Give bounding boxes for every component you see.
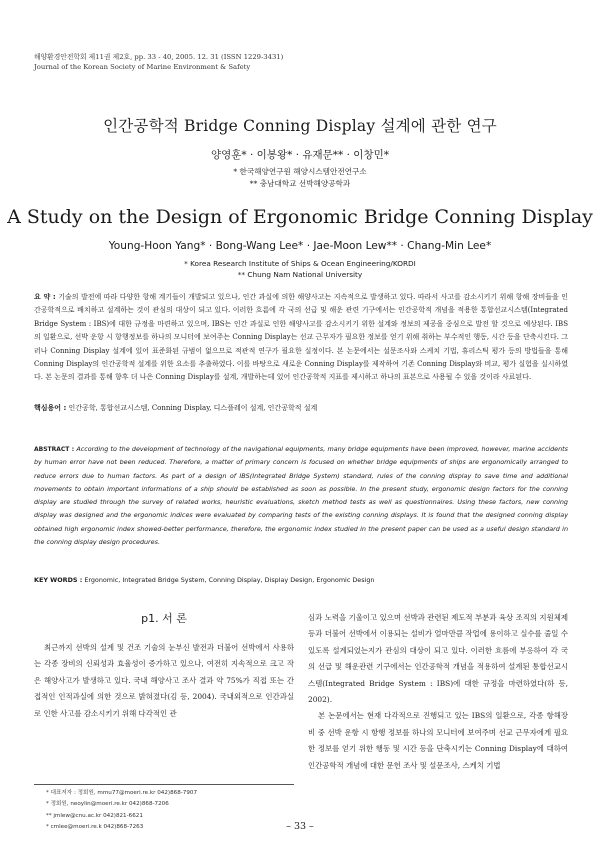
abstract-english-text: According to the development of technology of the navigational equipments, many bridge equipments have been improved, however, marine accidents by human error have not been reduced. Therefore, a matter of primary concern is focused on whether bridge equipments of ships are ergonomically arranged to reduce errors due to human factors. As part of a design of IBS(Integrated Bridge System) standard, rules of the conning display to save time and additional movements to obtain important informations of a ship should be established as soon as possible. In the present study, ergonomic design factors for the conning display are studied through the survey of related works, heuristic evaluations, sketch method tests as well as questionnaires. Using these factors, new conning display was designed and the ergonomic indices were evaluated by comparing tests of the existing conning displays. It is found that the designed conning display obtained high ergonomic index showed-better performance, therefore, the ergonomic index studied in the present paper can be used as a useful design standard in the conning display design procedures. bbox=[34, 445, 568, 547]
keywords-korean bbox=[34, 402, 568, 414]
footnote-marker: * bbox=[46, 801, 49, 808]
section-heading-introduction: p1. 서 론 bbox=[141, 612, 187, 625]
footnote-marker: * bbox=[46, 790, 49, 796]
journal-name-en: Journal of the Korean Society of Marine Environment & Safety bbox=[34, 63, 251, 71]
body-text-left bbox=[34, 640, 294, 722]
authors-korean: 양영훈* · 이봉왕* · 유재문** · 이창민* bbox=[210, 149, 389, 161]
keywords-korean-label: 핵심용어 : bbox=[34, 404, 67, 412]
body-column-left bbox=[34, 610, 294, 722]
body-text-right bbox=[308, 610, 568, 774]
journal-header bbox=[34, 52, 283, 72]
authors-english: Young-Hoon Yang* · Bong-Wang Lee* · Jae-Moon Lew** · Chang-Min Lee* bbox=[108, 240, 492, 252]
keywords-korean-text: 인간공학, 통합선교시스템, Conning Display, 디스플레이 설계, 인간공학적 설계 bbox=[68, 404, 318, 412]
footnote-text: 대표저자 : 정회원, mmu77@moeri.re.kr 042)868-7907 bbox=[50, 790, 198, 796]
paper-title-english: A Study on the Design of Ergonomic Bridge Conning Display bbox=[7, 206, 593, 228]
footnote-text: 정회원, neoylin@moeri.re.kr 042)868-7206 bbox=[50, 801, 169, 808]
abstract-english-label: ABSTRACT : bbox=[34, 446, 75, 453]
affiliations-english bbox=[0, 258, 600, 280]
paragraph: 심과 노력을 기울이고 있으며 선박과 관련된 제도적 부분과 육상 조직의 지원체제 등과 더불어 선박에서 이용되는 설비가 얼마만큼 작업에 용이하고 실수를 줄일 수 있도록 설계되었는지가 관심의 대상이 되고 있다. 이러한 흐름에 부응하여 각 국의 선급 및 해운관련 기구에서는 인간공학적 개념을 적용하여 설계된 통합선교시스템(Integrated Bridge System : IBS)에 대한 규정을 마련하였다(하 등, 2002). bbox=[308, 613, 568, 705]
affiliations-korean bbox=[0, 166, 600, 190]
body-column-right bbox=[308, 610, 568, 774]
affiliation-item: * 한국해양연구원 해양시스템안전연구소 bbox=[233, 167, 367, 176]
footnote-item bbox=[34, 788, 294, 799]
page-number: – 33 – bbox=[286, 821, 314, 832]
keywords-english-label: KEY WORDS : bbox=[34, 576, 83, 584]
footnote-marker: ** bbox=[46, 812, 52, 819]
abstract-english bbox=[34, 443, 568, 549]
paper-title-korean: 인간공학적 Bridge Conning Display 설계에 관한 연구 bbox=[103, 117, 497, 135]
footnote-marker: * bbox=[46, 824, 49, 831]
journal-citation: 해양환경안전학회 제11권 제2호, pp. 33 - 40, 2005. 12. 31 (ISSN 1229-3431) bbox=[34, 53, 284, 61]
paragraph: 본 논문에서는 현재 다각적으로 진행되고 있는 IBS의 일환으로, 각종 항해장비 중 선박 운항 시 항행 정보를 하나의 모니터에 보여주며 선교 근무자에게 필요한 정보를 얻기 위한 행동 및 시간 등을 단축시키는 Conning Display에 대하여 인간공학적 개념에 대한 문헌 조사 및 설문조사, 스케치 기법 bbox=[308, 711, 568, 770]
affiliation-item: ** Chung Nam National University bbox=[237, 270, 363, 279]
abstract-korean bbox=[34, 291, 568, 385]
paragraph: 최근까지 선박의 설계 및 건조 기술의 눈부신 발전과 더불어 선박에서 사용하는 각종 장비의 신뢰성과 효율성이 증가하고 있으나, 여전히 지속적으로 크고 작은 해양사고가 발생하고 있다. 국내 해양사고 조사 결과 약 75%가 직접 또는 간접적인 인적과실에 의한 것으로 밝혀졌다(김 등, 2004). 국내외적으로 인간과실로 인한 사고를 감소시키기 위해 다각적인 관 bbox=[34, 643, 294, 718]
keywords-english-text: Ergonomic, Integrated Bridge System, Conning Display, Display Design, Ergonomic Design bbox=[84, 576, 375, 584]
abstract-korean-text: 기술의 발전에 따라 다양한 항해 계기들이 개발되고 있으나, 인간 과실에 의한 해양사고는 지속적으로 발생하고 있다. 따라서 사고를 감소시키기 위해 항해 장비들을 인간공학적으로 배치하고 설계하는 것이 관심의 대상이 되고 있다. 이러한 흐름에 각 국의 선급 및 해운 관련 기구에서는 인간공학적 개념을 적용한 통합선교시스템(Integrated Bridge System : IBS)에 대한 규정을 마련하고 있으며, IBS는 인간 과실로 인한 해양사고를 감소시키기 위한 설계와 정보의 제공을 중심으로 발전 할 것으로 예상된다. IBS의 일환으로, 선박 운항 시 항행정보를 하나의 모니터에 보여주는 Conning Display는 선교 근무자가 필요한 정보를 얻기 위해 취하는 부수적인 행동, 시간 등을 단축시킨다. 그러나 Conning Display 설계에 있어 표준화된 규범이 없으므로 적관적 연구가 필요한 실정이다. 본 논문에서는 설문조사와 스케치 기법, 휴리스틱 평가 등의 방법들을 통해 Conning Display의 인간공학적 설계를 위한 요소를 추출하였다. 이를 바탕으로 새로운 Conning Display를 제작하여 기존 Conning Display와 비교, 평가 실험을 실시하였다. 본 논문의 결과를 통해 향후 더 나은 Conning Display를 설계, 개발하는데 있어 인간공학적 지표를 제시하고 하나의 표본으로 사용될 수 있을 것이라 사료된다. bbox=[34, 293, 569, 382]
affiliation-item: ** 충남대학교 선박해양공학과 bbox=[249, 179, 351, 188]
keywords-english bbox=[34, 574, 568, 586]
affiliation-item: * Korea Research Institute of Ships & Ocean Engineering/KORDI bbox=[184, 259, 416, 268]
footnote-text: jmlew@cnu.ac.kr 042)821-6621 bbox=[53, 812, 143, 819]
abstract-korean-label: 요 약 : bbox=[34, 293, 56, 301]
footnote-item bbox=[34, 799, 294, 810]
footnote-text: cmlee@moeri.re.k 042)868-7263 bbox=[50, 824, 144, 831]
